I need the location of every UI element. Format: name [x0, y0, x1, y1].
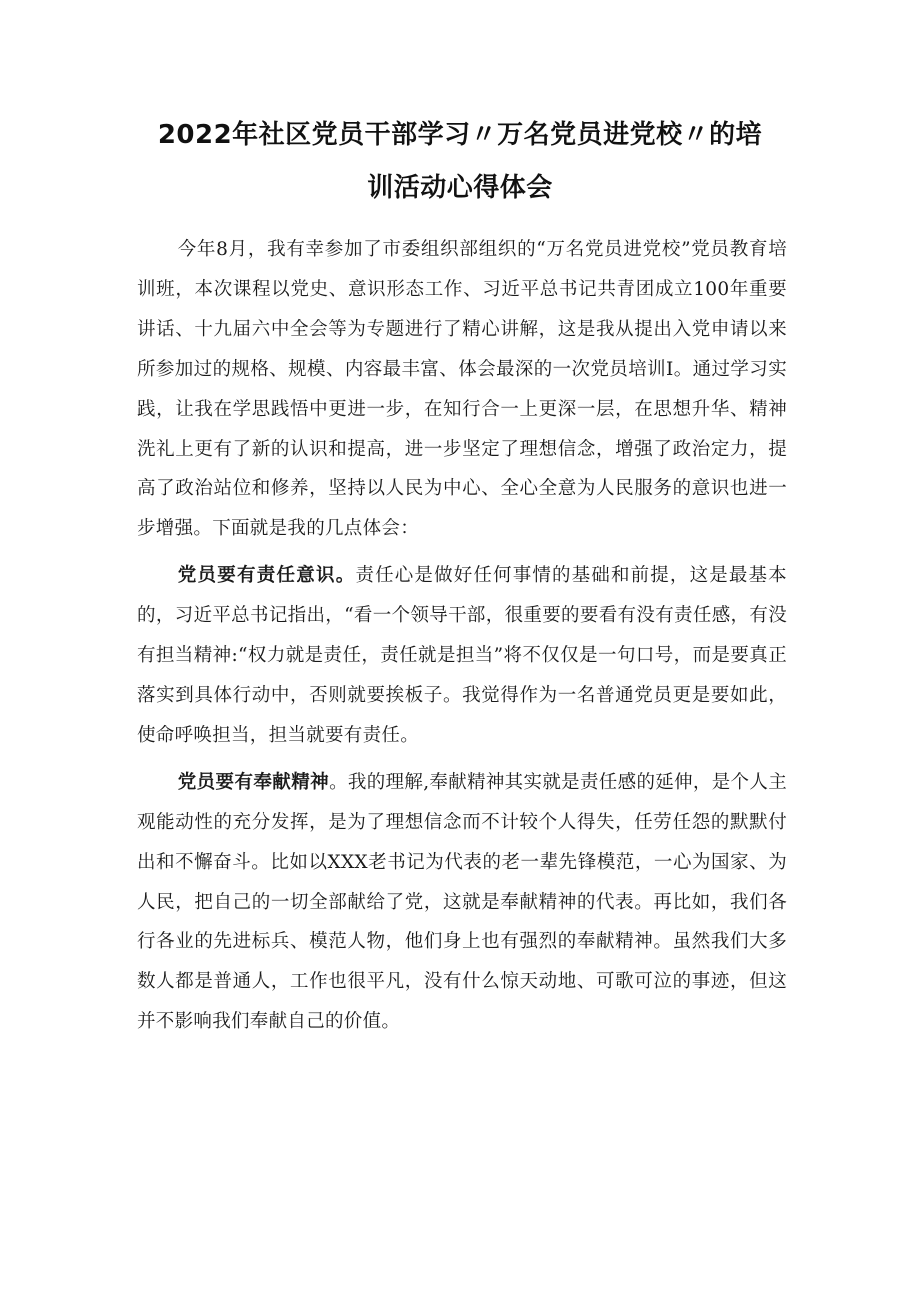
paragraph-dedication-text: 。我的理解,奉献精神其实就是责任感的延伸，是个人主观能动性的充分发挥，是为了理想信念而不计较个人得失，任劳任怨的默默付出和不懈奋斗。比如以XXX老书记为代表的老一辈先锋模范，一心为国家、为人民，把自己的一切全部献给了党，这就是奉献精神的代表。再比如，我们各行各业的先进标兵、模范人物，他们身上也有强烈的奉献精神。虽然我们大多数人都是普通人，工作也很平凡，没有什么惊天动地、可歌可泣的事迹，但这并不影响我们奉献自己的价值。 [137, 771, 787, 1033]
document-title-line-2: 训活动心得体会 [367, 173, 553, 203]
paragraph-responsibility [137, 556, 787, 756]
paragraph-intro-text: 今年8月，我有幸参加了市委组织部组织的“万名党员进党校”党员教育培训班，本次课程以党史、意识形态工作、习近平总书记共青团成立100年重要讲话、十九届六中全会等为专题进行了精心讲解，这是我从提出入党申请以来所参加过的规格、规模、内容最丰富、体会最深的一次党员培训I。通过学习实践，让我在学思践悟中更进一步，在知行合一上更深一层，在思想升华、精神洗礼上更有了新的认识和提高，进一步坚定了理想信念，增强了政治定力，提高了政治站位和修养，坚持以人民为中心、全心全意为人民服务的意识也进一步增强。下面就是我的几点体会： [137, 239, 787, 540]
document-title-line-1: 2022年社区党员干部学习〃万名党员进党校〃的培 [157, 120, 763, 150]
paragraph-responsibility-heading: 党员要有责任意识。 [177, 565, 356, 587]
document-body [137, 230, 787, 1042]
paragraph-dedication [137, 763, 787, 1042]
paragraph-dedication-heading: 党员要有奉献精神 [177, 771, 330, 793]
paragraph-responsibility-text: 责任心是做好任何事情的基础和前提，这是最基本的，习近平总书记指出，“看一个领导干部，很重要的要看有没有责任感，有没有担当精神:“权力就是责任，责任就是担当”将不仅仅是一句口号，而是要真正落实到具体行动中，否则就要挨板子。我觉得作为一名普通党员更是要如此，使命呼唤担当，担当就要有责任。 [137, 565, 787, 746]
paragraph-intro [137, 230, 787, 549]
